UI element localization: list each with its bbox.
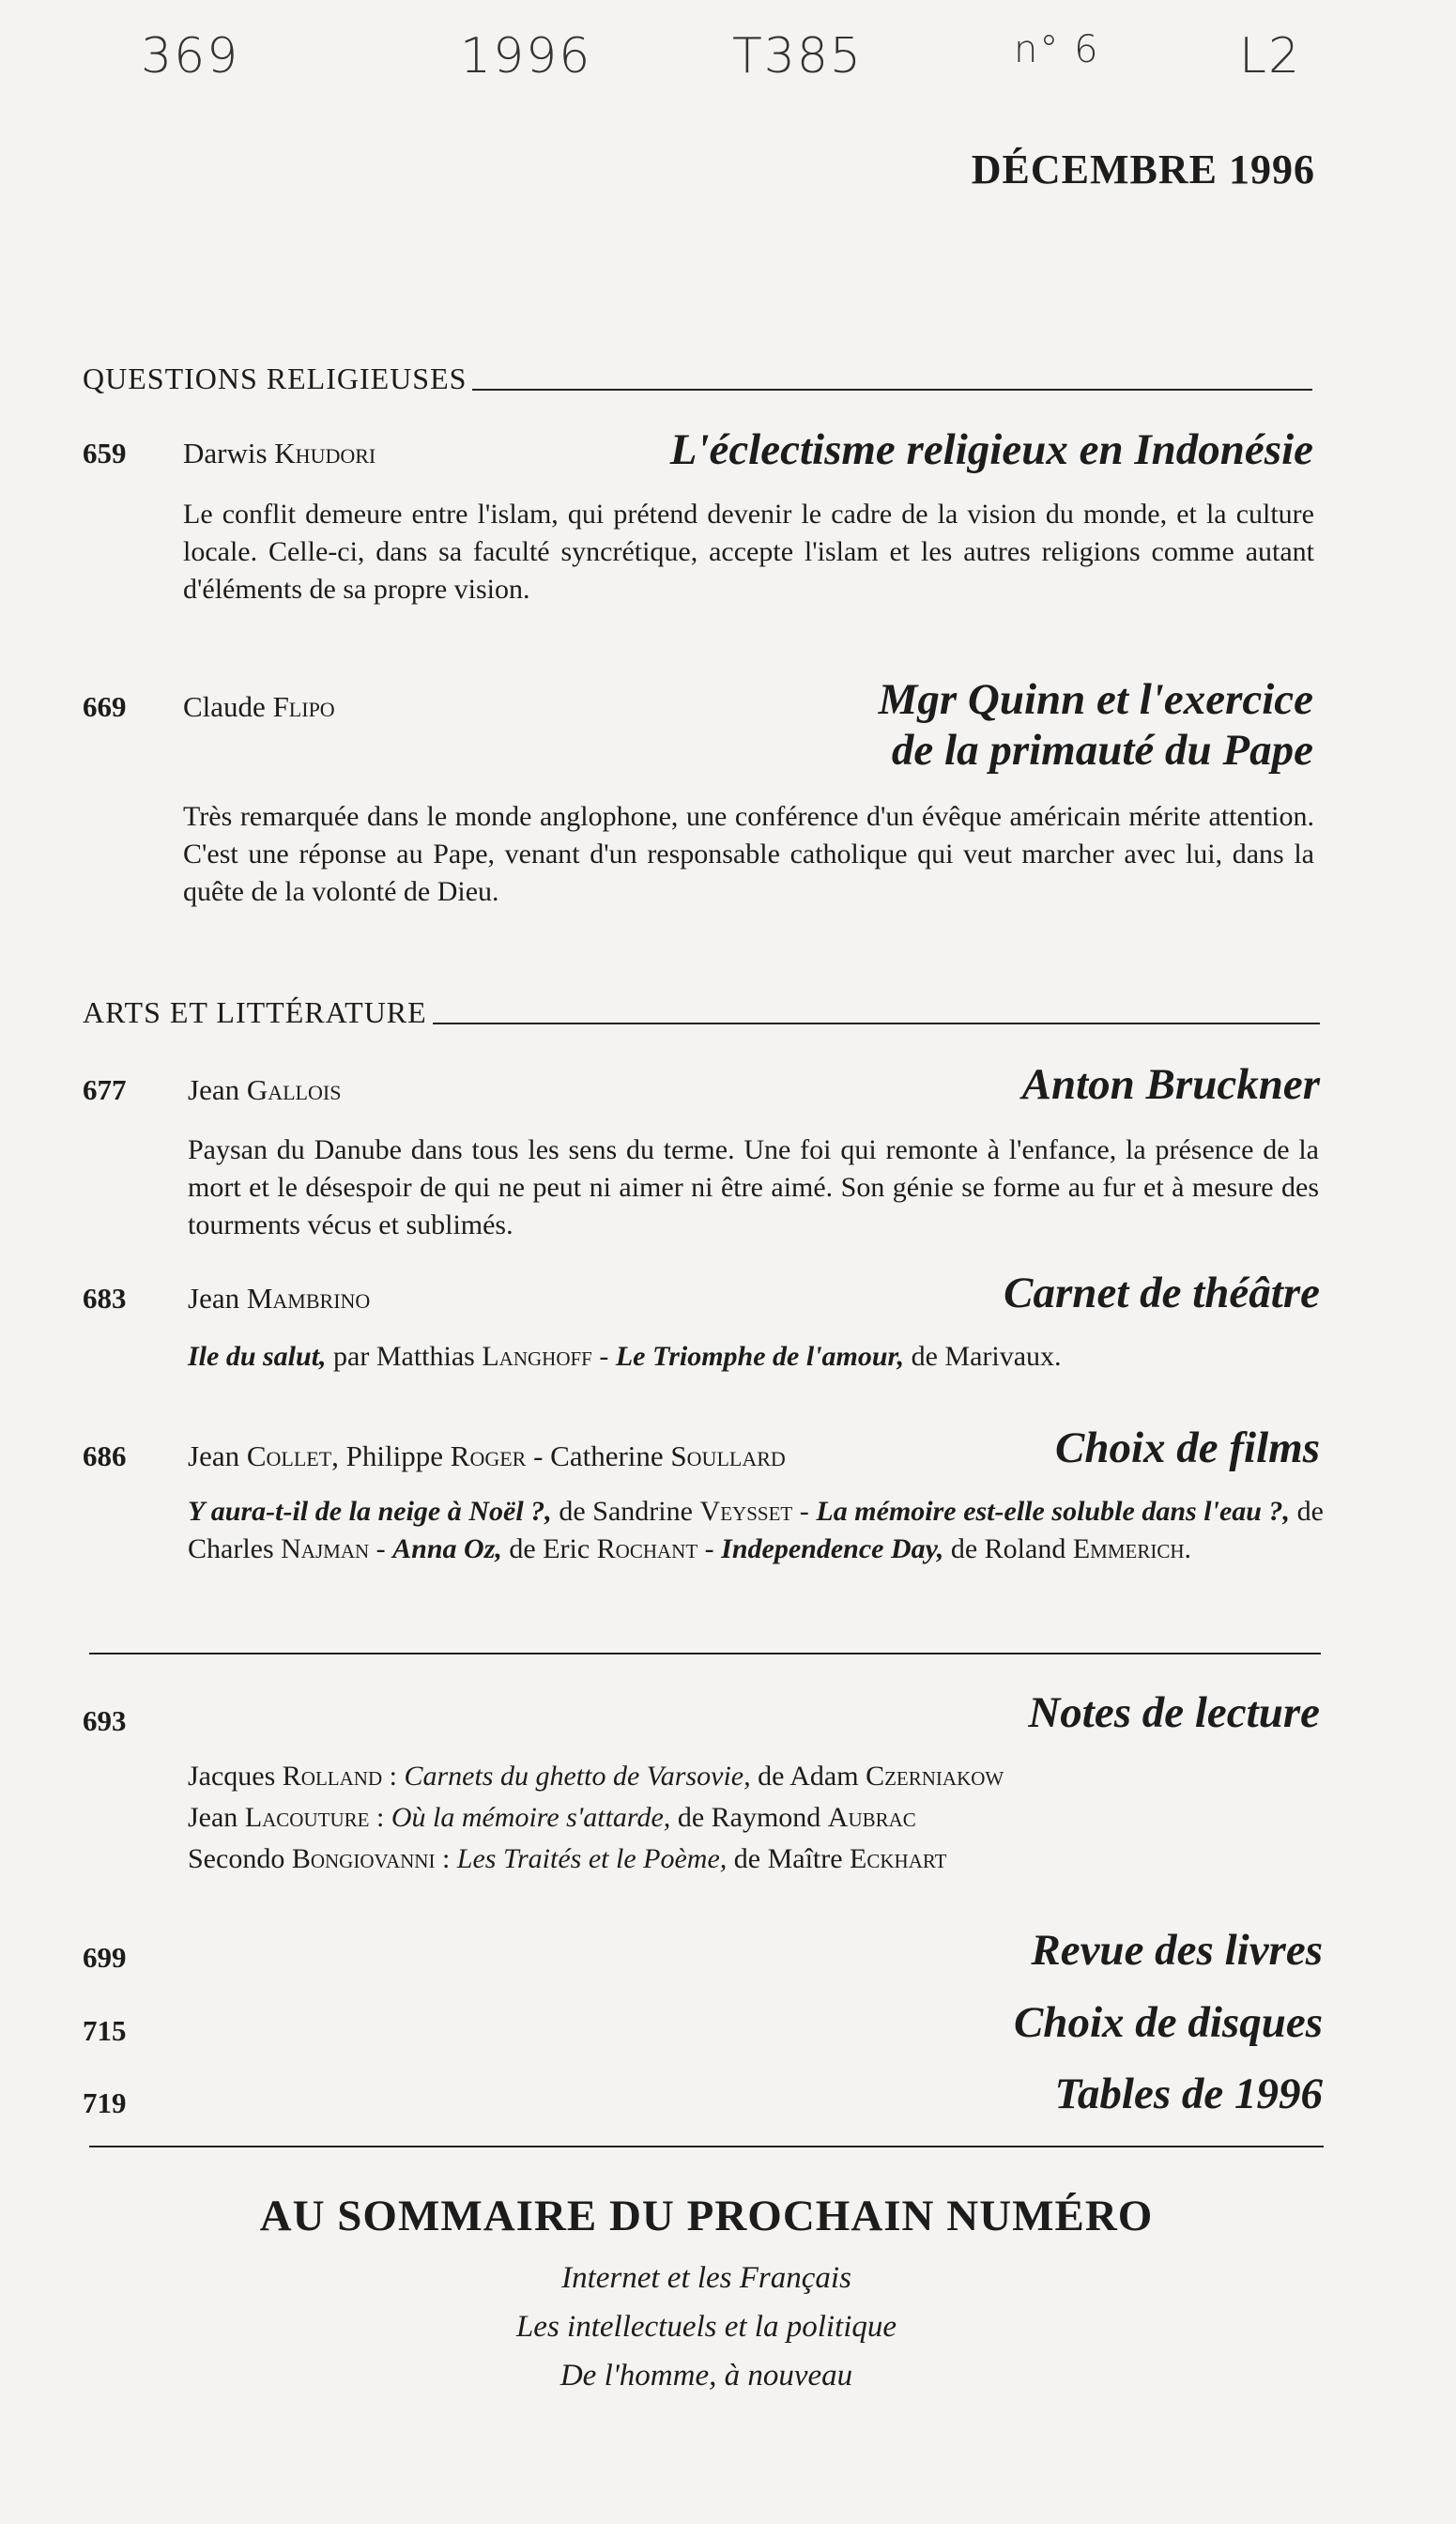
article-summary: Paysan du Danube dans tous les sens du terme. Une foi qui remonte à l'enfance, la présence de la mort et le désespoir de qui ne peut ni aimer ni être aimé. Son génie se forme au fur et à mesure des tourments vécus et sublimés. [188, 1134, 1319, 1240]
list-item: De l'homme, à nouveau [559, 2359, 853, 2393]
notes-list [188, 1756, 1324, 1880]
rubric-title[interactable]: Revue des livres [1031, 1926, 1323, 1975]
article-title[interactable]: Carnet de théâtre [1004, 1269, 1320, 1317]
section-rule [472, 389, 1312, 391]
rubric-title[interactable]: Tables de 1996 [1054, 2070, 1323, 2118]
article-author: Darwis Khudori [183, 437, 376, 469]
page-number[interactable]: 715 [83, 2014, 127, 2047]
article-author: Claude Flipo [183, 690, 335, 723]
page-number[interactable]: 669 [83, 690, 127, 723]
handwritten-year: 1996 [460, 28, 592, 85]
article-title[interactable]: Notes de lecture [1028, 1688, 1320, 1737]
handwritten-code: T385 [732, 28, 864, 85]
list-item: Internet et les Français [561, 2261, 851, 2295]
handwritten-shelf: L2 [1239, 28, 1302, 85]
divider [89, 1653, 1321, 1654]
page-number[interactable]: 677 [83, 1073, 127, 1106]
article-summary: Le conflit demeure entre l'islam, qui prétend devenir le cadre de la vision du monde, et la culture locale. Celle-ci, dans sa faculté syncrétique, accepte l'islam et les autres religions comme autant d'éléments de sa propre vision. [183, 499, 1314, 605]
article-author: Jean Gallois [188, 1073, 342, 1106]
handwritten-number: 369 [141, 28, 240, 85]
title-line: de la primauté du Pape [891, 726, 1313, 775]
page-number[interactable]: 683 [83, 1282, 127, 1315]
article-summary: Ile du salut, par Matthias Langhoff - Le Triomphe de l'amour, de Marivaux. [188, 1341, 1062, 1372]
handwritten-issue: n° 6 [1014, 28, 1100, 71]
next-issue-heading: AU SOMMAIRE DU PROCHAIN NUMÉRO [259, 2192, 1154, 2240]
title-line: Mgr Quinn et l'exercice [878, 675, 1313, 724]
article-title[interactable]: Choix de films [1054, 1424, 1320, 1472]
article-title[interactable]: Anton Bruckner [1021, 1060, 1320, 1109]
page-number[interactable]: 719 [83, 2086, 127, 2119]
page-number[interactable]: 693 [83, 1704, 127, 1737]
list-item: Secondo Bongiovanni : Les Traités et le Poème, de Maître Eckhart [188, 1843, 947, 1874]
divider [89, 2146, 1324, 2147]
rubric-title[interactable]: Choix de disques [1013, 1998, 1323, 2047]
section-label: ARTS ET LITTÉRATURE [83, 995, 427, 1029]
article-summary: Très remarquée dans le monde anglophone, une conférence d'un évêque américain mérite attention. C'est une réponse au Pape, venant d'un responsable catholique qui veut marcher avec lui, dans la quête de la volonté de Dieu. [183, 801, 1314, 907]
list-item: Jean Lacouture : Où la mémoire s'attarde, de Raymond Aubrac [188, 1802, 916, 1833]
section-heading-arts [83, 995, 1320, 1030]
article-authors: Jean Collet, Philippe Roger - Catherine Soullard [188, 1439, 786, 1472]
article-summary: Y aura-t-il de la neige à Noël ?, de Sandrine Veysset - La mémoire est-elle soluble dans l'eau ?, de Charles Najman - Anna Oz, de Eric Rochant - Independence Day, de Roland Emmerich. [188, 1496, 1324, 1564]
article-title[interactable] [468, 674, 1313, 776]
issue-month: DÉCEMBRE 1996 [971, 146, 1315, 192]
article-title[interactable]: L'éclectisme religieux en Indonésie [669, 425, 1313, 474]
section-label: QUESTIONS RELIGIEUSES [83, 362, 467, 395]
page-number[interactable]: 659 [83, 437, 127, 469]
section-rule [433, 1023, 1320, 1024]
page-number[interactable]: 686 [83, 1439, 127, 1472]
list-item: Jacques Rolland : Carnets du ghetto de Varsovie, de Adam Czerniakow [188, 1761, 1004, 1792]
next-issue-list [89, 2254, 1324, 2400]
list-item: Les intellectuels et la politique [515, 2310, 897, 2344]
page-number[interactable]: 699 [83, 1941, 127, 1974]
article-author: Jean Mambrino [188, 1282, 371, 1315]
section-heading-religion [83, 362, 1312, 396]
